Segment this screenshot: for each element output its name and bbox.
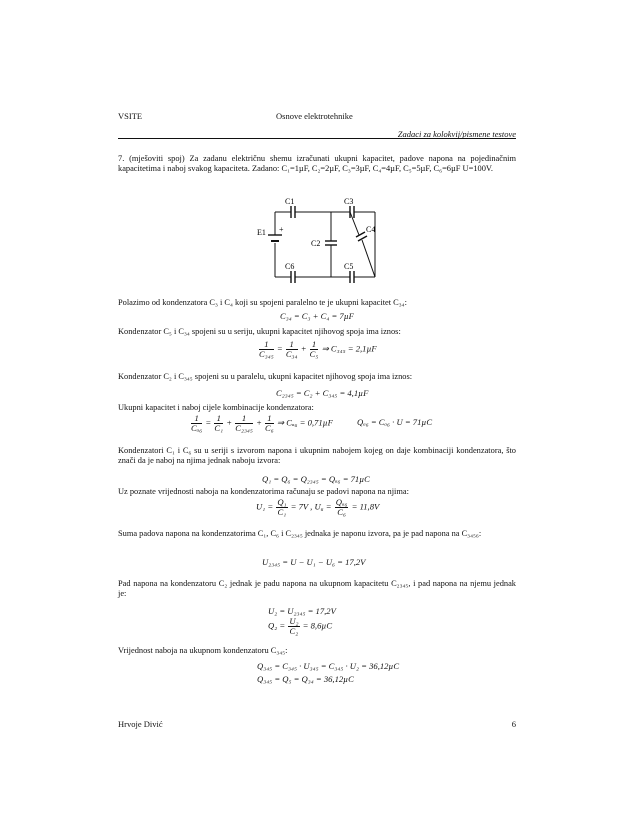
paragraph-4: Ukupni kapacitet i naboj cijele kombinacije kondenzatora: [118,403,314,412]
circuit-diagram [255,195,405,290]
header-right: Zadaci za kolokvij/pismene testove [397,129,516,139]
paragraph-3: Kondenzator C₂ i C₃₄₅ spojeni su u paralelu, ukupni kapacitet njihovog spoja ima iznos: [118,372,413,381]
label-c5: C5 [344,262,354,271]
label-c3: C3 [344,197,354,206]
header-rule [118,138,516,139]
equation-6: U₁ = $\frac{\text{Q₁}}{\text{C₁}}$ = 7V , U₆ = $\frac{\text{Qₐ₆}}{\text{C₆}}$ = 11,8V [256,497,380,517]
footer-page-number: 6 [511,719,516,729]
problem-statement: 7. (mješoviti spoj) Za zadanu električnu shemu izračunati ukupni kapacitet, padove napona na pojedinačnim kapacitetima i naboj svakog kapaciteta. Zadano: C₁=1µF, C₂=2µF, C₃=3µF, C₄=4µF, C₅=5µF, C₆=6µF U=100V. [118,154,516,174]
equation-2: $\frac{1}{\text{C₃₄₅}}$ = $\frac{1}{\text{C₃₄}}$ + $\frac{1}{\text{C₅}}$ ⇒ C₃₄₅ = 2,1µF [259,339,377,359]
paragraph-2: Kondenzator C₅ i C₃₄ spojeni su u seriju, ukupni kapacitet njihovog spoja ima iznos: [118,327,401,336]
equation-7: U₂₃₄₅ = U − U₁ − U₆ = 17,2V [262,557,366,567]
label-c4: C4 [366,225,376,234]
equation-9a: Q₃₄₅ = C₃₄₅ · U₃₄₅ = C₃₄₅ · U₂ = 36,12µC [257,661,400,671]
equation-4: $\frac{1}{\text{Cₐ₆}}$ = $\frac{1}{\text{C₁}}$ + $\frac{1}{\text{C₂₃₄₅}}$ + $\frac{1}{\text{C₆}}$ ⇒ Cₐ₆ = 0,71µF Qₐ₆ = Cₐ₆ · U = 71µC [191,413,433,433]
paragraph-8: Pad napona na kondenzatoru C₂ jednak je padu napona na ukupnom kapacitetu C₂₃₄₅, i pad napona na njemu jednak je: [118,579,516,599]
paragraph-9: Vrijednost naboja na ukupnom kondenzatoru C₃₄₅: [118,646,288,655]
label-c1: C1 [285,197,295,206]
label-c2: C2 [311,239,321,248]
paragraph-6: Uz poznate vrijednosti naboja na kondenzatorima računaju se padovi napona na njima: [118,487,409,496]
footer-author: Hrvoje Divić [118,719,163,729]
header-center: Osnove elektrotehnike [276,111,353,121]
header-left: VSITE [118,111,143,121]
equation-5: Q₁ = Q₆ = Q₂₃₄₅ = Qₐ₆ = 71µC [262,474,370,484]
paragraph-1: Polazimo od kondenzatora C₃ i C₄ koji su spojeni paralelno te je ukupni kapacitet C₃₄: [118,298,407,307]
equation-1: C₃₄ = C₃ + C₄ = 7µF [280,311,354,321]
equation-8a: U₂ = U₂₃₄₅ = 17,2V [268,606,336,616]
label-c6: C6 [285,262,295,271]
paragraph-7: Suma padova napona na kondenzatorima C₁, C₆ i C₂₃₄₅ jednaka je naponu izvora, pa je pad napona na C₃₄₅₆: [118,529,482,538]
equation-3: C₂₃₄₅ = C₂ + C₃₄₅ = 4,1µF [276,388,369,398]
equation-8b: Q₂ = $\frac{\text{U₂}}{\text{C₂}}$ = 8,6µC [268,616,333,636]
label-e1: E1 [257,228,266,237]
paragraph-5: Kondenzatori C₁ i C₆ su u seriji s izvorom napona i ukupnim nabojem kojeg on daje kombinaciji kondenzatora, što znači da je naboj na njima jednak naboju izvora: [118,446,516,466]
equation-9b: Q₃₄₅ = Q₅ = Q₃₄ = 36,12µC [257,674,354,684]
label-plus: + [279,225,284,234]
